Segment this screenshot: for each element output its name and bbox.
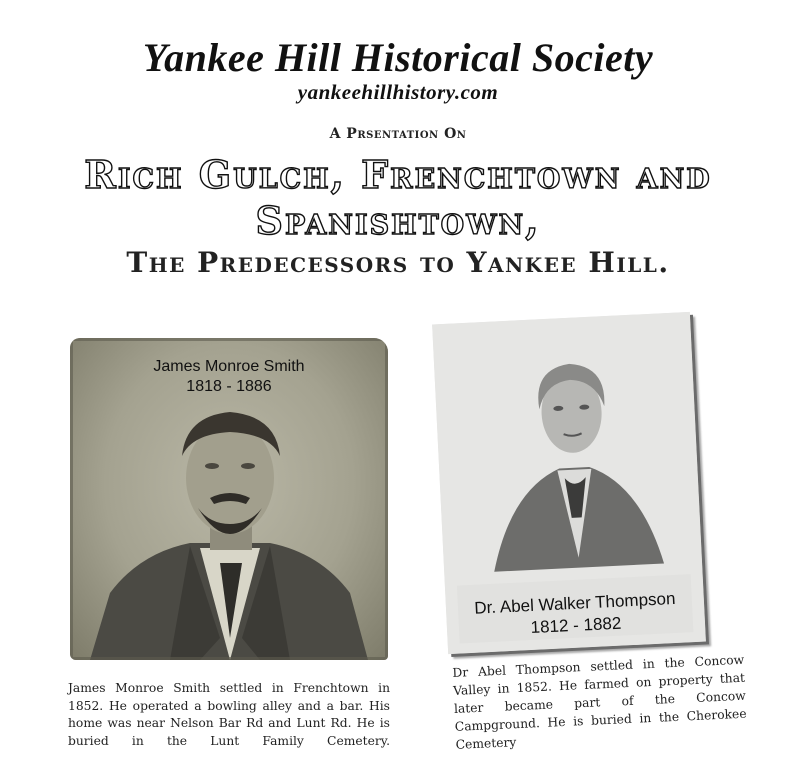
website-link[interactable]: yankeehillhistory.com [297, 80, 499, 104]
portrait-dates-label: 1812 - 1882 [530, 613, 622, 638]
presentation-title-line2: Spanishtown, [255, 198, 541, 243]
portrait-name-label: Dr. Abel Walker Thompson [473, 588, 676, 618]
presentation-subtitle: The Predecessors to Yankee Hill. [126, 246, 670, 279]
society-title: Yankee Hill Historical Society [142, 35, 654, 80]
portrait-photo-thompson [432, 312, 706, 654]
caption-smith: James Monroe Smith settled in Frenchtown in 1852. He operated a bowling alley and a bar. His home was near Nelson Bar Rd and Lunt Rd. He is buried in the Lunt Family Cemetery. [68, 681, 390, 748]
presentation-title-line1: Rich Gulch, Frenchtown and [84, 152, 712, 197]
portrait-photo-smith [70, 338, 388, 660]
portrait-dates-label: 1818 - 1886 [186, 378, 272, 395]
presentation-label: A Prsentation On [329, 126, 467, 142]
portrait-name-label: James Monroe Smith [153, 358, 305, 375]
caption-thompson: Dr Abel Thompson settled in the Concow Valley in 1852. He farmed on property that later became part of the Concow Campground. He is buried in the Cherokee Cemetery [452, 652, 747, 752]
